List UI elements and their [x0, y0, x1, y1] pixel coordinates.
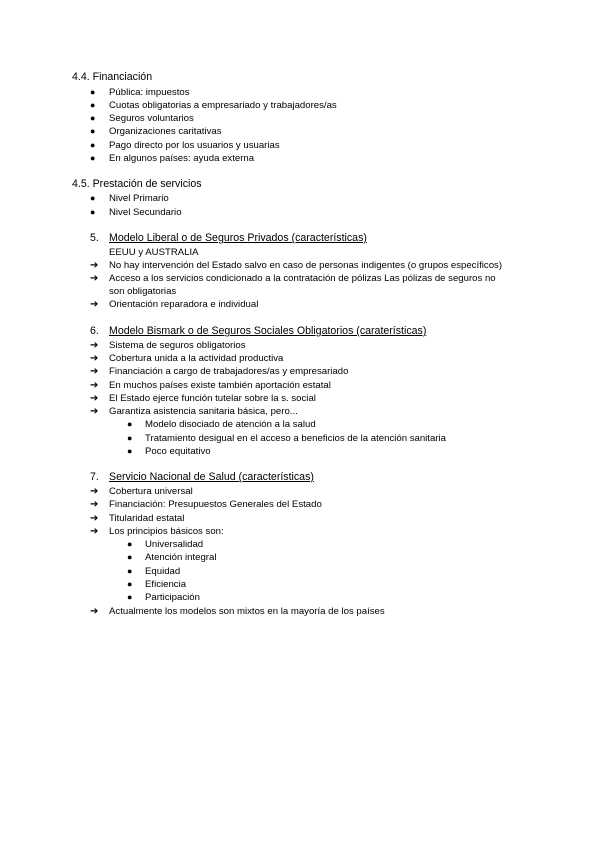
arrow-icon: ➔ [90, 366, 99, 377]
sub-list-item: Tratamiento desigual en el acceso a beneficios de la atención sanitaria [145, 433, 446, 444]
list-item: Sistema de seguros obligatorios [109, 340, 246, 351]
arrow-icon: ➔ [90, 606, 99, 617]
section-title-modelo-bismark: Modelo Bismark o de Seguros Sociales Obligatorios (caraterísticas) [109, 325, 427, 337]
bullet-icon: ● [127, 419, 133, 429]
section-heading-financiacion: 4.4. Financiación [72, 71, 153, 83]
section-title-servicio-nacional: Servicio Nacional de Salud (características) [109, 471, 314, 483]
list-item: Actualmente los modelos son mixtos en la mayoría de los países [109, 606, 385, 617]
bullet-icon: ● [90, 126, 96, 136]
arrow-icon: ➔ [90, 260, 99, 271]
list-item: En algunos países: ayuda externa [109, 153, 255, 164]
list-item: Nivel Secundario [109, 207, 182, 218]
sub-list-item: Modelo disociado de atención a la salud [145, 419, 316, 430]
bullet-icon: ● [127, 579, 133, 589]
section-subtitle: EEUU y AUSTRALIA [109, 247, 199, 258]
arrow-icon: ➔ [90, 393, 99, 404]
list-item-continuation: son obligatorias [109, 286, 177, 297]
bullet-icon: ● [127, 552, 133, 562]
list-item: Cuotas obligatorias a empresariado y trabajadores/as [109, 100, 337, 111]
sub-list-item: Atención integral [145, 552, 217, 563]
list-item: No hay intervención del Estado salvo en caso de personas indigentes (o grupos específicos) [109, 260, 503, 271]
arrow-icon: ➔ [90, 299, 99, 310]
section-number: 5. [90, 232, 99, 244]
list-item: Pública: impuestos [109, 87, 190, 98]
list-item: Cobertura universal [109, 486, 193, 497]
sub-list-item: Poco equitativo [145, 446, 211, 457]
list-item: Pago directo por los usuarios y usuarias [109, 140, 280, 151]
arrow-icon: ➔ [90, 486, 99, 497]
bullet-icon: ● [90, 140, 96, 150]
bullet-icon: ● [90, 207, 96, 217]
arrow-icon: ➔ [90, 380, 99, 391]
section-heading-prestacion: 4.5. Prestación de servicios [72, 178, 202, 190]
arrow-icon: ➔ [90, 513, 99, 524]
bullet-icon: ● [90, 113, 96, 123]
list-item: Garantiza asistencia sanitaria básica, pero... [109, 406, 298, 417]
arrow-icon: ➔ [90, 526, 99, 537]
list-item: Cobertura unida a la actividad productiva [109, 353, 284, 364]
arrow-icon: ➔ [90, 340, 99, 351]
bullet-icon: ● [127, 433, 133, 443]
bullet-icon: ● [127, 446, 133, 456]
bullet-icon: ● [90, 153, 96, 163]
sub-list-item: Participación [145, 592, 200, 603]
list-item: Titularidad estatal [109, 513, 185, 524]
bullet-icon: ● [90, 87, 96, 97]
section-number: 7. [90, 471, 99, 483]
sub-list-item: Universalidad [145, 539, 204, 550]
list-item: Nivel Primario [109, 193, 169, 204]
list-item: Orientación reparadora e individual [109, 299, 259, 310]
arrow-icon: ➔ [90, 353, 99, 364]
bullet-icon: ● [127, 592, 133, 602]
list-item: Financiación a cargo de trabajadores/as y empresariado [109, 366, 349, 377]
section-title-modelo-liberal: Modelo Liberal o de Seguros Privados (características) [109, 232, 367, 244]
bullet-icon: ● [90, 100, 96, 110]
bullet-icon: ● [127, 566, 133, 576]
sub-list-item: Equidad [145, 566, 181, 577]
list-item: En muchos países existe también aportación estatal [109, 380, 331, 391]
arrow-icon: ➔ [90, 273, 99, 284]
bullet-icon: ● [90, 193, 96, 203]
arrow-icon: ➔ [90, 499, 99, 510]
list-item: Seguros voluntarios [109, 113, 194, 124]
sub-list-item: Eficiencia [145, 579, 187, 590]
list-item: Financiación: Presupuestos Generales del Estado [109, 499, 322, 510]
list-item: Los principios básicos son: [109, 526, 224, 537]
list-item: Organizaciones caritativas [109, 126, 222, 137]
list-item: El Estado ejerce función tutelar sobre la s. social [109, 393, 316, 404]
arrow-icon: ➔ [90, 406, 99, 417]
section-number: 6. [90, 325, 99, 337]
list-item: Acceso a los servicios condicionado a la contratación de pólizas Las pólizas de seguros no [109, 273, 496, 284]
bullet-icon: ● [127, 539, 133, 549]
